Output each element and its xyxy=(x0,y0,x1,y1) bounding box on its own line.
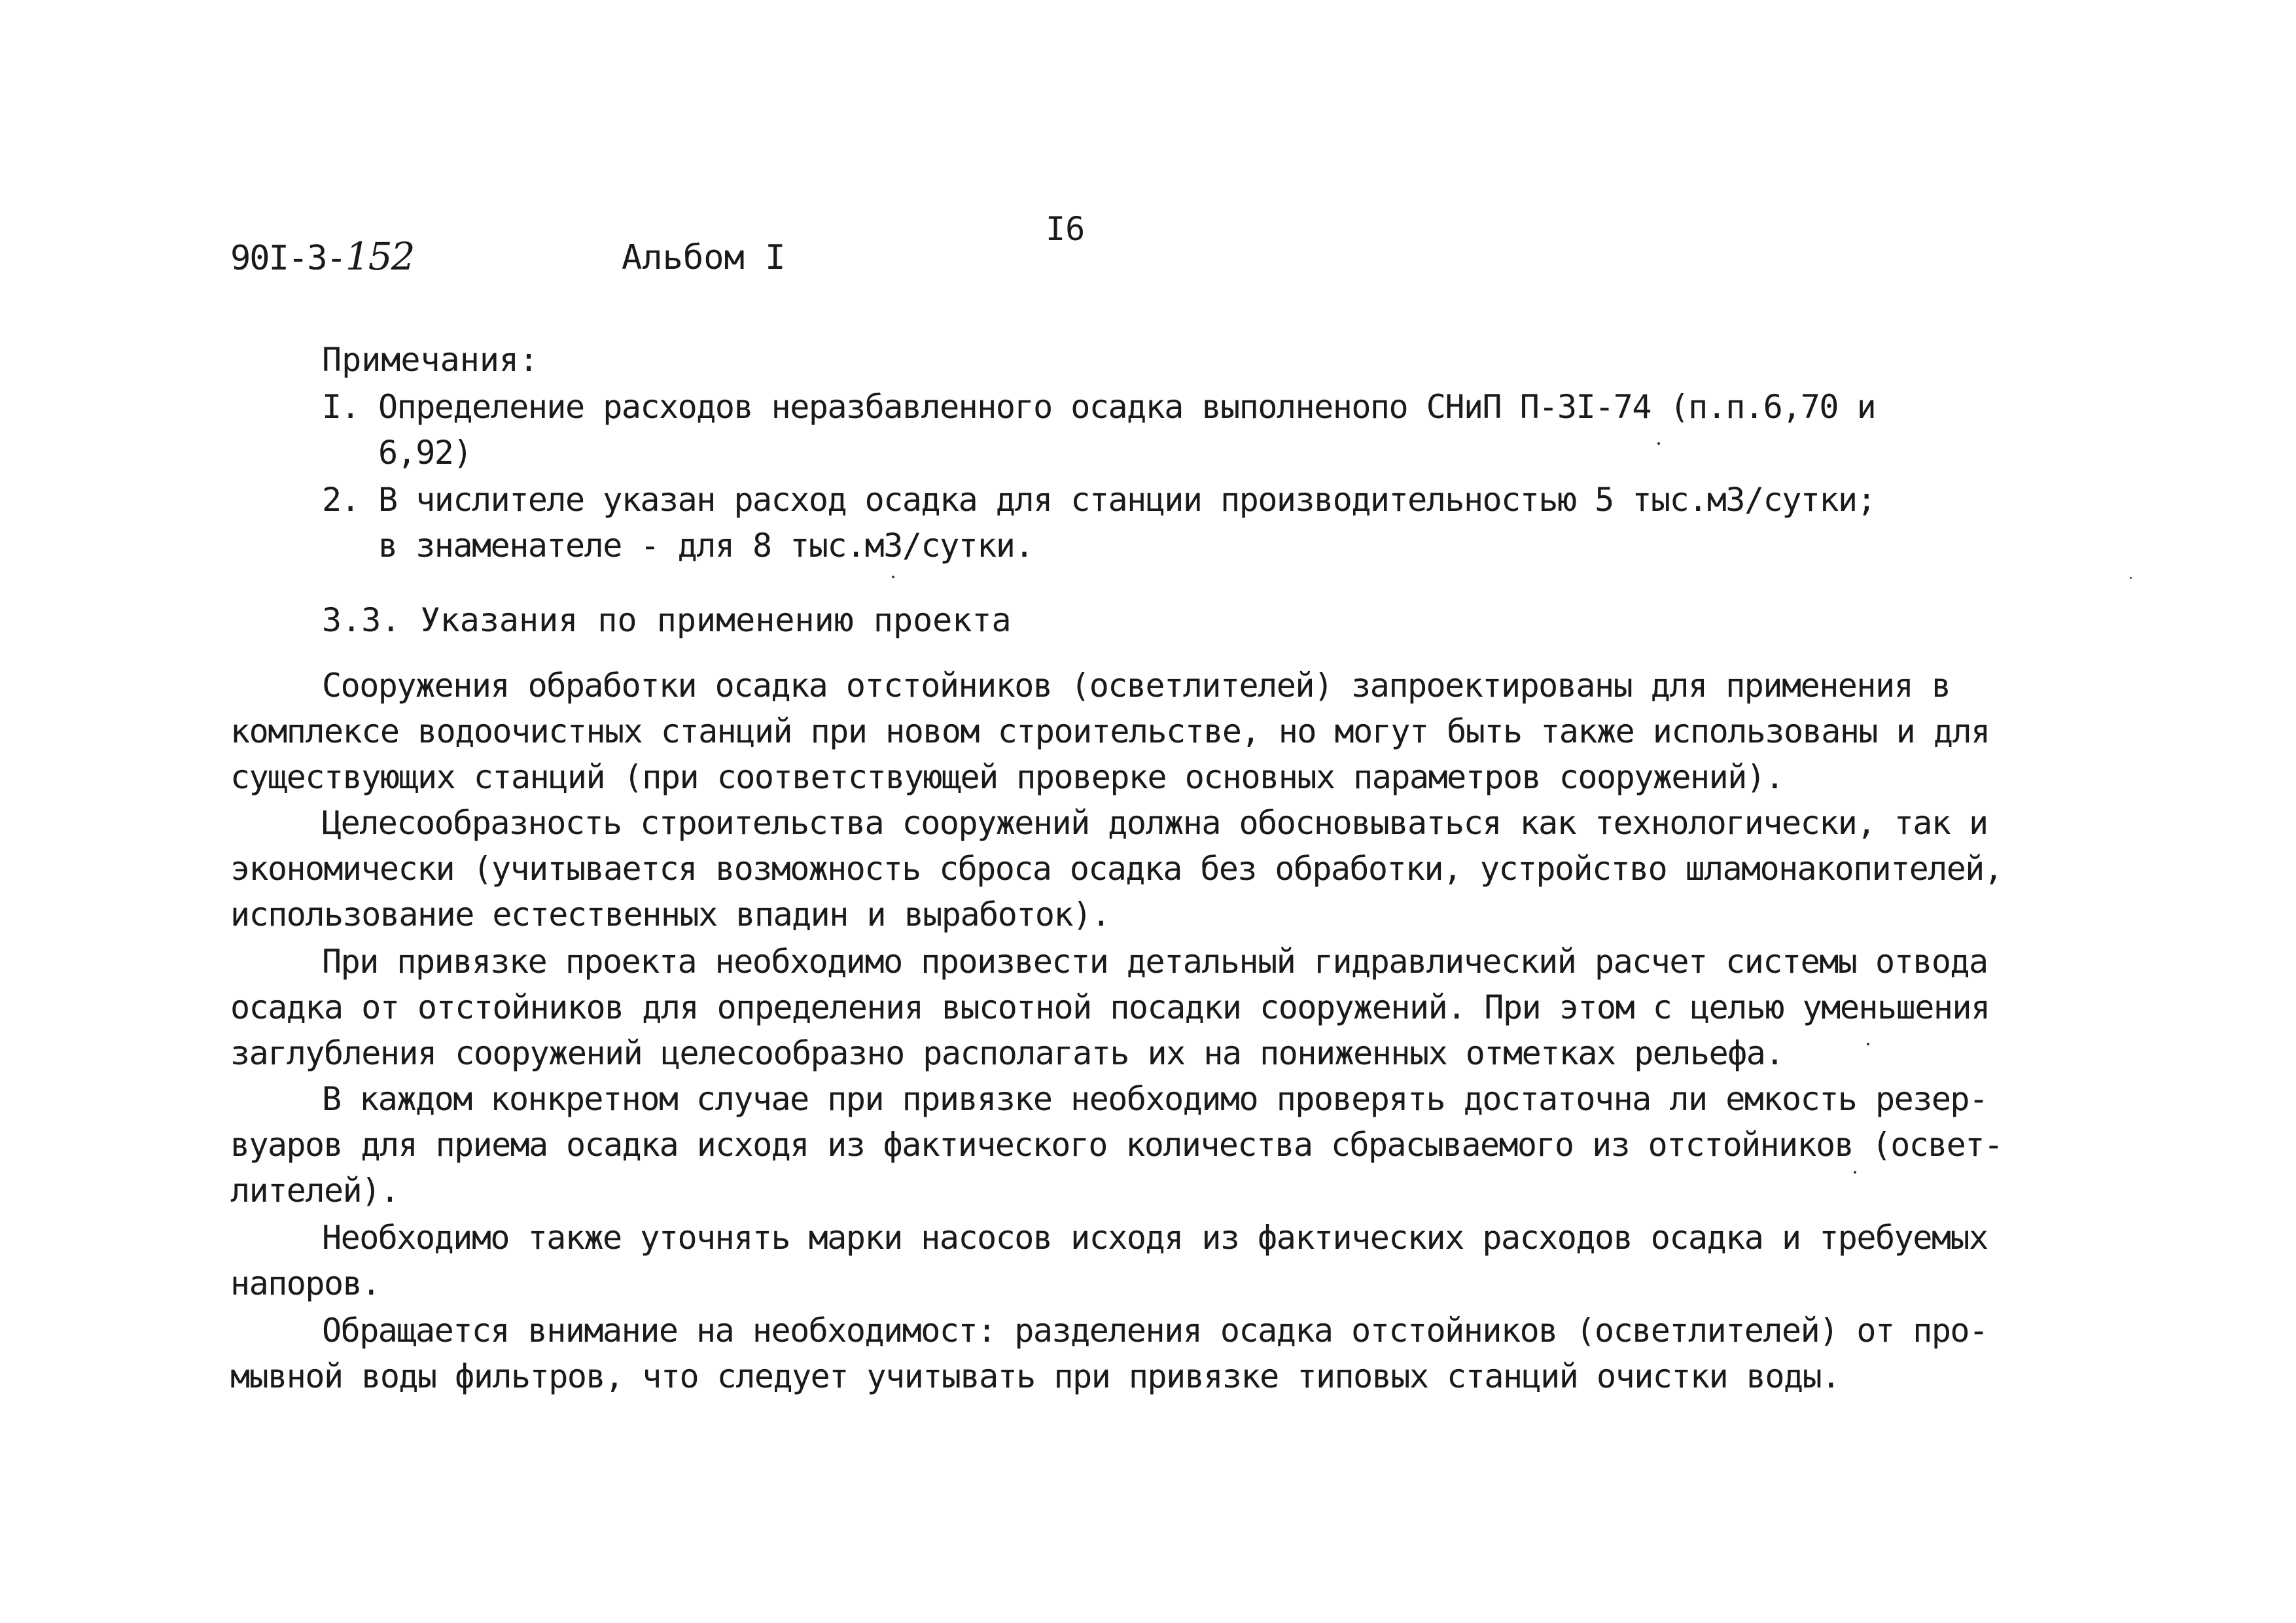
scan-speck xyxy=(892,576,894,578)
scan-speck xyxy=(1854,1171,1856,1174)
paragraph-1-line-3: существующих станций (при соответствующей проверке основных параметров сооружений). xyxy=(230,758,1784,796)
note-2-line-1: В числителе указан расход осадка для станции производительностью 5 тыс.м3/сутки; xyxy=(378,481,1876,519)
paragraph-3-line-3: заглубления сооружений целесообразно располагать их на пониженных отметках рельефа. xyxy=(230,1034,1784,1072)
paragraph-1-line-2: комплексе водоочистных станций при новом строительстве, но могут быть также использованы и для xyxy=(230,712,1990,750)
paragraph-5-line-1: Необходимо также уточнять марки насосов исходя из фактических расходов осадка и требуемых xyxy=(322,1219,1988,1257)
notes-title: Примечания: xyxy=(322,341,539,379)
paragraph-2-line-2: экономически (учитывается возможность сброса осадка без обработки, устройство шламонакопителей, xyxy=(230,850,2003,888)
scan-speck xyxy=(1867,1043,1869,1045)
paragraph-5-line-2: напоров. xyxy=(230,1265,380,1302)
paragraph-3-line-2: осадка от отстойников для определения высотной посадки сооружений. При этом с целью уменьшения xyxy=(230,988,1990,1026)
paragraph-6-line-1: Обращается внимание на необходимост: разделения осадка отстойников (осветлителей) от про- xyxy=(322,1312,1988,1350)
paragraph-1-line-1: Сооружения обработки осадка отстойников (осветлителей) запроектированы для применения в xyxy=(322,667,1951,705)
album-label: Альбом I xyxy=(622,238,786,277)
document-code-handwritten: 152 xyxy=(345,234,414,279)
note-1-line-2: 6,92) xyxy=(378,434,472,472)
paragraph-4-line-3: лителей). xyxy=(230,1172,399,1210)
page-number: I6 xyxy=(1046,210,1086,248)
document-code xyxy=(230,234,414,279)
paragraph-2-line-1: Целесообразность строительства сооружений должна обосновываться как технологически, так и xyxy=(322,804,1988,842)
section-heading: 3.3. Указания по применению проекта xyxy=(322,601,1012,639)
paragraph-3-line-1: При привязке проекта необходимо произвести детальный гидравлический расчет системы отвода xyxy=(322,943,1988,981)
document-code-prefix: 90I-3- xyxy=(230,239,345,278)
note-2-line-2: в знаменателе - для 8 тыс.м3/сутки. xyxy=(378,527,1034,565)
note-2-number: 2. xyxy=(322,481,360,519)
paragraph-4-line-1: В каждом конкретном случае при привязке необходимо проверять достаточна ли емкость резер- xyxy=(322,1080,1988,1118)
paragraph-4-line-2: вуаров для приема осадка исходя из фактического количества сбрасываемого из отстойников (освет- xyxy=(230,1126,2003,1164)
paragraph-6-line-2: мывной воды фильтров, что следует учитывать при привязке типовых станций очистки воды. xyxy=(230,1357,1840,1395)
scan-speck xyxy=(2130,577,2132,579)
note-1-number: I. xyxy=(322,388,360,426)
note-1-line-1: Определение расходов неразбавленного осадка выполненопо СНиП П-3I-74 (п.п.6,70 и xyxy=(378,388,1876,426)
scan-speck xyxy=(1657,442,1660,445)
paragraph-2-line-3: использование естественных впадин и выработок). xyxy=(230,896,1110,934)
